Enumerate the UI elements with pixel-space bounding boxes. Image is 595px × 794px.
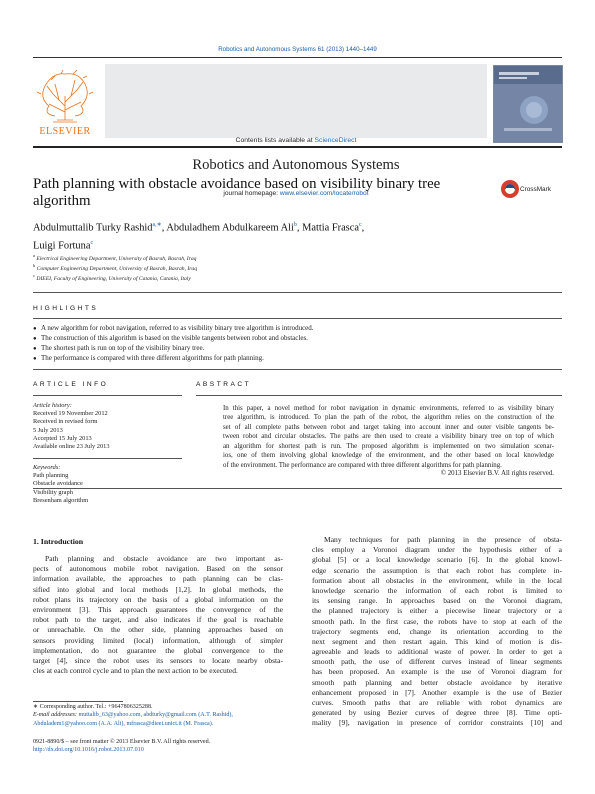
abstract-line: tree algorithm, is introduced. To plan the path of the robot, the algorithm relies on the construction of the: [223, 414, 554, 422]
highlights-heading: HIGHLIGHTS: [33, 305, 99, 312]
body-line: generated by using Bezier curves of degree three [8]. Time opti-: [312, 708, 562, 718]
highlight-item: [33, 334, 308, 342]
section-heading-introduction: 1. Introduction: [33, 537, 84, 546]
body-line: smooth path planning and better obstacle avoidance by iterative: [312, 677, 562, 687]
section-rule: [33, 292, 562, 293]
body-line: pects of autonomous mobile robot navigation. Based on the sensor: [33, 564, 283, 574]
author-affiliation-mark[interactable]: c: [358, 222, 362, 228]
body-line: curves. Smooth paths that are reliable with robot dynamics are: [312, 698, 562, 707]
highlight-text: The performance is compared with three different algorithms for path planning.: [41, 354, 264, 362]
footnote-rule: [33, 701, 123, 702]
section-rule: [196, 395, 562, 396]
body-line: agreeable and leads to additional waste of power. In order to get a: [312, 647, 562, 657]
homepage-prefix: journal homepage:: [223, 190, 280, 197]
affiliation: [33, 263, 197, 272]
email-links[interactable]: muttalib_63@yahoo.com, abdturky@gmail.com (A.T. Rashid),: [78, 712, 233, 719]
body-line: target [4], since the robot uses its sensors to locate nearby obsta-: [33, 655, 283, 665]
abstract-line: In this paper, a novel method for robot navigation in dynamic environments, referred to as visibility binary: [223, 405, 554, 412]
bullet-icon: ●: [33, 326, 37, 332]
affiliation-mark: a: [33, 253, 35, 258]
affiliation-text: Electrical Engineering Department, University of Basrah, Basrah, Iraq: [36, 255, 197, 262]
bullet-icon: ●: [33, 356, 37, 362]
body-line: smooth path, the use of different curves instead of linear segments: [312, 657, 562, 667]
body-line: cles at each control cycle and to plan the next action to be executed.: [33, 666, 238, 676]
author-list: Abdulmuttalib Turky Rashid$^{a,∗}$, Abduladhem Abdulkareem Ali$^b$, Mattia Frasca$^c$, Luigi Fortuna$^c$: [33, 222, 365, 252]
body-line: the planned trajectory is either a piecewise linear trajectory or a: [312, 606, 562, 616]
keyword: Visibility graph: [33, 488, 73, 496]
keywords-label: Keywords:: [33, 464, 61, 471]
section-rule: [33, 488, 562, 489]
highlight-item: [33, 354, 264, 362]
affiliation-text: DIEEI, Faculty of Engineering, University of Catania, Catania, Italy: [36, 275, 191, 282]
email-links[interactable]: Abduladem1@yahoo.com (A.A. Ali), mfrasca@dieei.unict.it (M. Frasca).: [33, 720, 214, 727]
body-line: global [5] or a local knowledge scenario [6]. In the global knowl-: [312, 555, 562, 565]
body-line: environment [3]. This approach guarantees the convergence of the: [33, 604, 283, 614]
body-line: Many techniques for path planning in the presence of obsta-: [324, 535, 562, 544]
elsevier-logo: [33, 66, 97, 138]
body-line: edge scenario the assumption is that each robot has complete in-: [312, 565, 562, 575]
article-info-heading: ARTICLE INFO: [33, 381, 109, 388]
affiliation: [33, 253, 196, 262]
author-affiliation-mark[interactable]: a,∗: [152, 222, 162, 228]
highlight-text: The shortest path is run on top of the visibility binary tree.: [41, 344, 205, 352]
history-entry: 5 July 2013: [33, 426, 63, 434]
email-label: E-mail addresses:: [33, 712, 79, 719]
author-name: Luigi Fortuna: [33, 240, 91, 252]
sciencedirect-link[interactable]: ScienceDirect: [314, 137, 357, 144]
body-line: implementation, do not guarantee the global convergence to the: [33, 645, 283, 655]
abstract-line: ios, one of them involving global knowledge of the environment, and the other based on local knowledge: [223, 452, 554, 460]
section-rule: [33, 458, 182, 459]
abstract-heading: ABSTRACT: [196, 381, 252, 388]
footnote: [33, 703, 285, 728]
section-rule: [33, 395, 182, 396]
author-name: Abdulmuttalib Turky Rashid: [33, 222, 153, 234]
abstract-line: an algorithm for shortest path is run. The proposed algorithm is implemented on two simulation scenar-: [223, 442, 554, 450]
paper-title: Path planning with obstacle avoidance based on visibility binary tree algorithm: [33, 176, 441, 209]
body-line: knowledge scenario the information of each robot is limited to: [312, 585, 562, 595]
journal-reference[interactable]: Robotics and Autonomous Systems 61 (2013) 1440–1449: [218, 46, 377, 53]
author-name: Mattia Frasca: [302, 222, 359, 234]
section-rule: [33, 318, 562, 319]
body-line: smooth path. In the first case, the robots have to stop at each of the: [312, 616, 562, 626]
author-name: Abduladhem Abdulkareem Ali: [166, 222, 294, 234]
section-rule: [33, 369, 562, 370]
journal-cover-thumbnail[interactable]: [493, 65, 563, 143]
body-line: or unreachable. On the other side, planning approaches based on: [33, 625, 283, 635]
crossmark-label[interactable]: CrossMark: [520, 186, 551, 193]
body-line: robot plans its trajectory on the basis of a global information on the: [33, 594, 283, 604]
affiliation-text: Computer Engineering Department, University of Basrah, Basrah, Iraq: [36, 265, 197, 272]
elsevier-wordmark: ELSEVIER: [39, 126, 91, 137]
abstract-copyright: © 2013 Elsevier B.V. All rights reserved.: [440, 470, 554, 477]
journal-title[interactable]: Robotics and Autonomous Systems: [192, 157, 400, 173]
affiliation-mark: b: [33, 263, 36, 268]
highlight-item: [33, 324, 314, 332]
keyword: Path planning: [33, 472, 69, 480]
history-entry: Received in revised form: [33, 418, 98, 426]
body-column-left: [33, 554, 283, 676]
body-column-right: [312, 535, 562, 729]
issn-line: 0921-8890/$ – see front matter © 2013 Elsevier B.V. All rights reserved.: [33, 739, 211, 745]
body-line: has been proposed. An example is the use of Voronoi diagram for: [312, 667, 562, 677]
header-bottom-rule: [33, 146, 562, 148]
keywords: [33, 464, 183, 505]
body-line: information available, the approaches to path planning can be clas-: [33, 574, 283, 584]
highlight-text: A new algorithm for robot navigation, referred to as visibility binary tree algorithm is introduced.: [41, 324, 314, 332]
body-line: next segment and then restart again. This kind of motion is dis-: [312, 636, 562, 646]
corresponding-author-note: ∗ Corresponding author. Tel.: +9647806325288.: [33, 704, 153, 710]
keyword: Bresenham algorithm: [33, 496, 89, 504]
author-affiliation-mark[interactable]: b: [293, 222, 297, 228]
abstract-line: of the environment. The performance are compared with three different algorithms for path planning.: [223, 461, 502, 469]
keyword: Obstacle avoidance: [33, 480, 83, 488]
body-line: formation about all obstacles in the environment, while in the local: [312, 575, 562, 585]
affiliation-mark: c: [33, 273, 35, 278]
affiliation: [33, 273, 191, 282]
highlight-text: The construction of this algorithm is based on the visible tangents between robot and obstacles.: [41, 334, 308, 342]
body-line: mality [9], navigation in presence of corridor constraints [10] and: [312, 718, 562, 728]
contents-prefix: Contents lists available at: [235, 137, 315, 144]
history-entry: Accepted 15 July 2013: [33, 434, 92, 442]
homepage-link[interactable]: www.elsevier.com/locate/robot: [279, 190, 369, 197]
body-line: its sensing range. In approaches based on the Voronoi diagram,: [312, 596, 562, 606]
contents-line: [105, 137, 487, 144]
body-line: cles employ a Voronoi diagram under the hypothesis either of a: [312, 545, 562, 555]
body-line: enhancement proposed in [7]. Another example is the use of Bezier: [312, 687, 562, 697]
body-line: robot path to the target, and also indicates if the goal is reachable: [33, 615, 283, 625]
body-line: sensors providing limited (local) information, although of simpler: [33, 635, 283, 645]
bullet-icon: ●: [33, 346, 37, 352]
doi-link[interactable]: http://dx.doi.org/10.1016/j.robot.2013.07.010: [33, 747, 144, 753]
author-affiliation-mark[interactable]: c: [90, 239, 94, 246]
abstract-body: [223, 404, 554, 470]
history-entry: Received 19 November 2012: [33, 410, 108, 418]
header-top-rule: [33, 57, 562, 58]
body-line: Path planning and obstacle avoidance are two important as-: [45, 554, 283, 563]
bullet-icon: ●: [33, 336, 37, 342]
body-line: trajectory segments end, change its orientation according to the: [312, 626, 562, 636]
highlight-item: [33, 344, 204, 352]
abstract-line: tween robot and circular obstacles. The paths are then used to create a visibility binary tree on top of which: [223, 433, 554, 441]
history-entry: Available online 23 July 2013: [33, 443, 110, 451]
body-line: sified into global and local methods [1,2]. In global methods, the: [33, 584, 283, 594]
abstract-line: set of all complete paths between robot and target taking into account inner and outer visible tangents be-: [223, 423, 554, 431]
article-history: [33, 402, 183, 451]
history-label: Article history:: [33, 402, 72, 409]
